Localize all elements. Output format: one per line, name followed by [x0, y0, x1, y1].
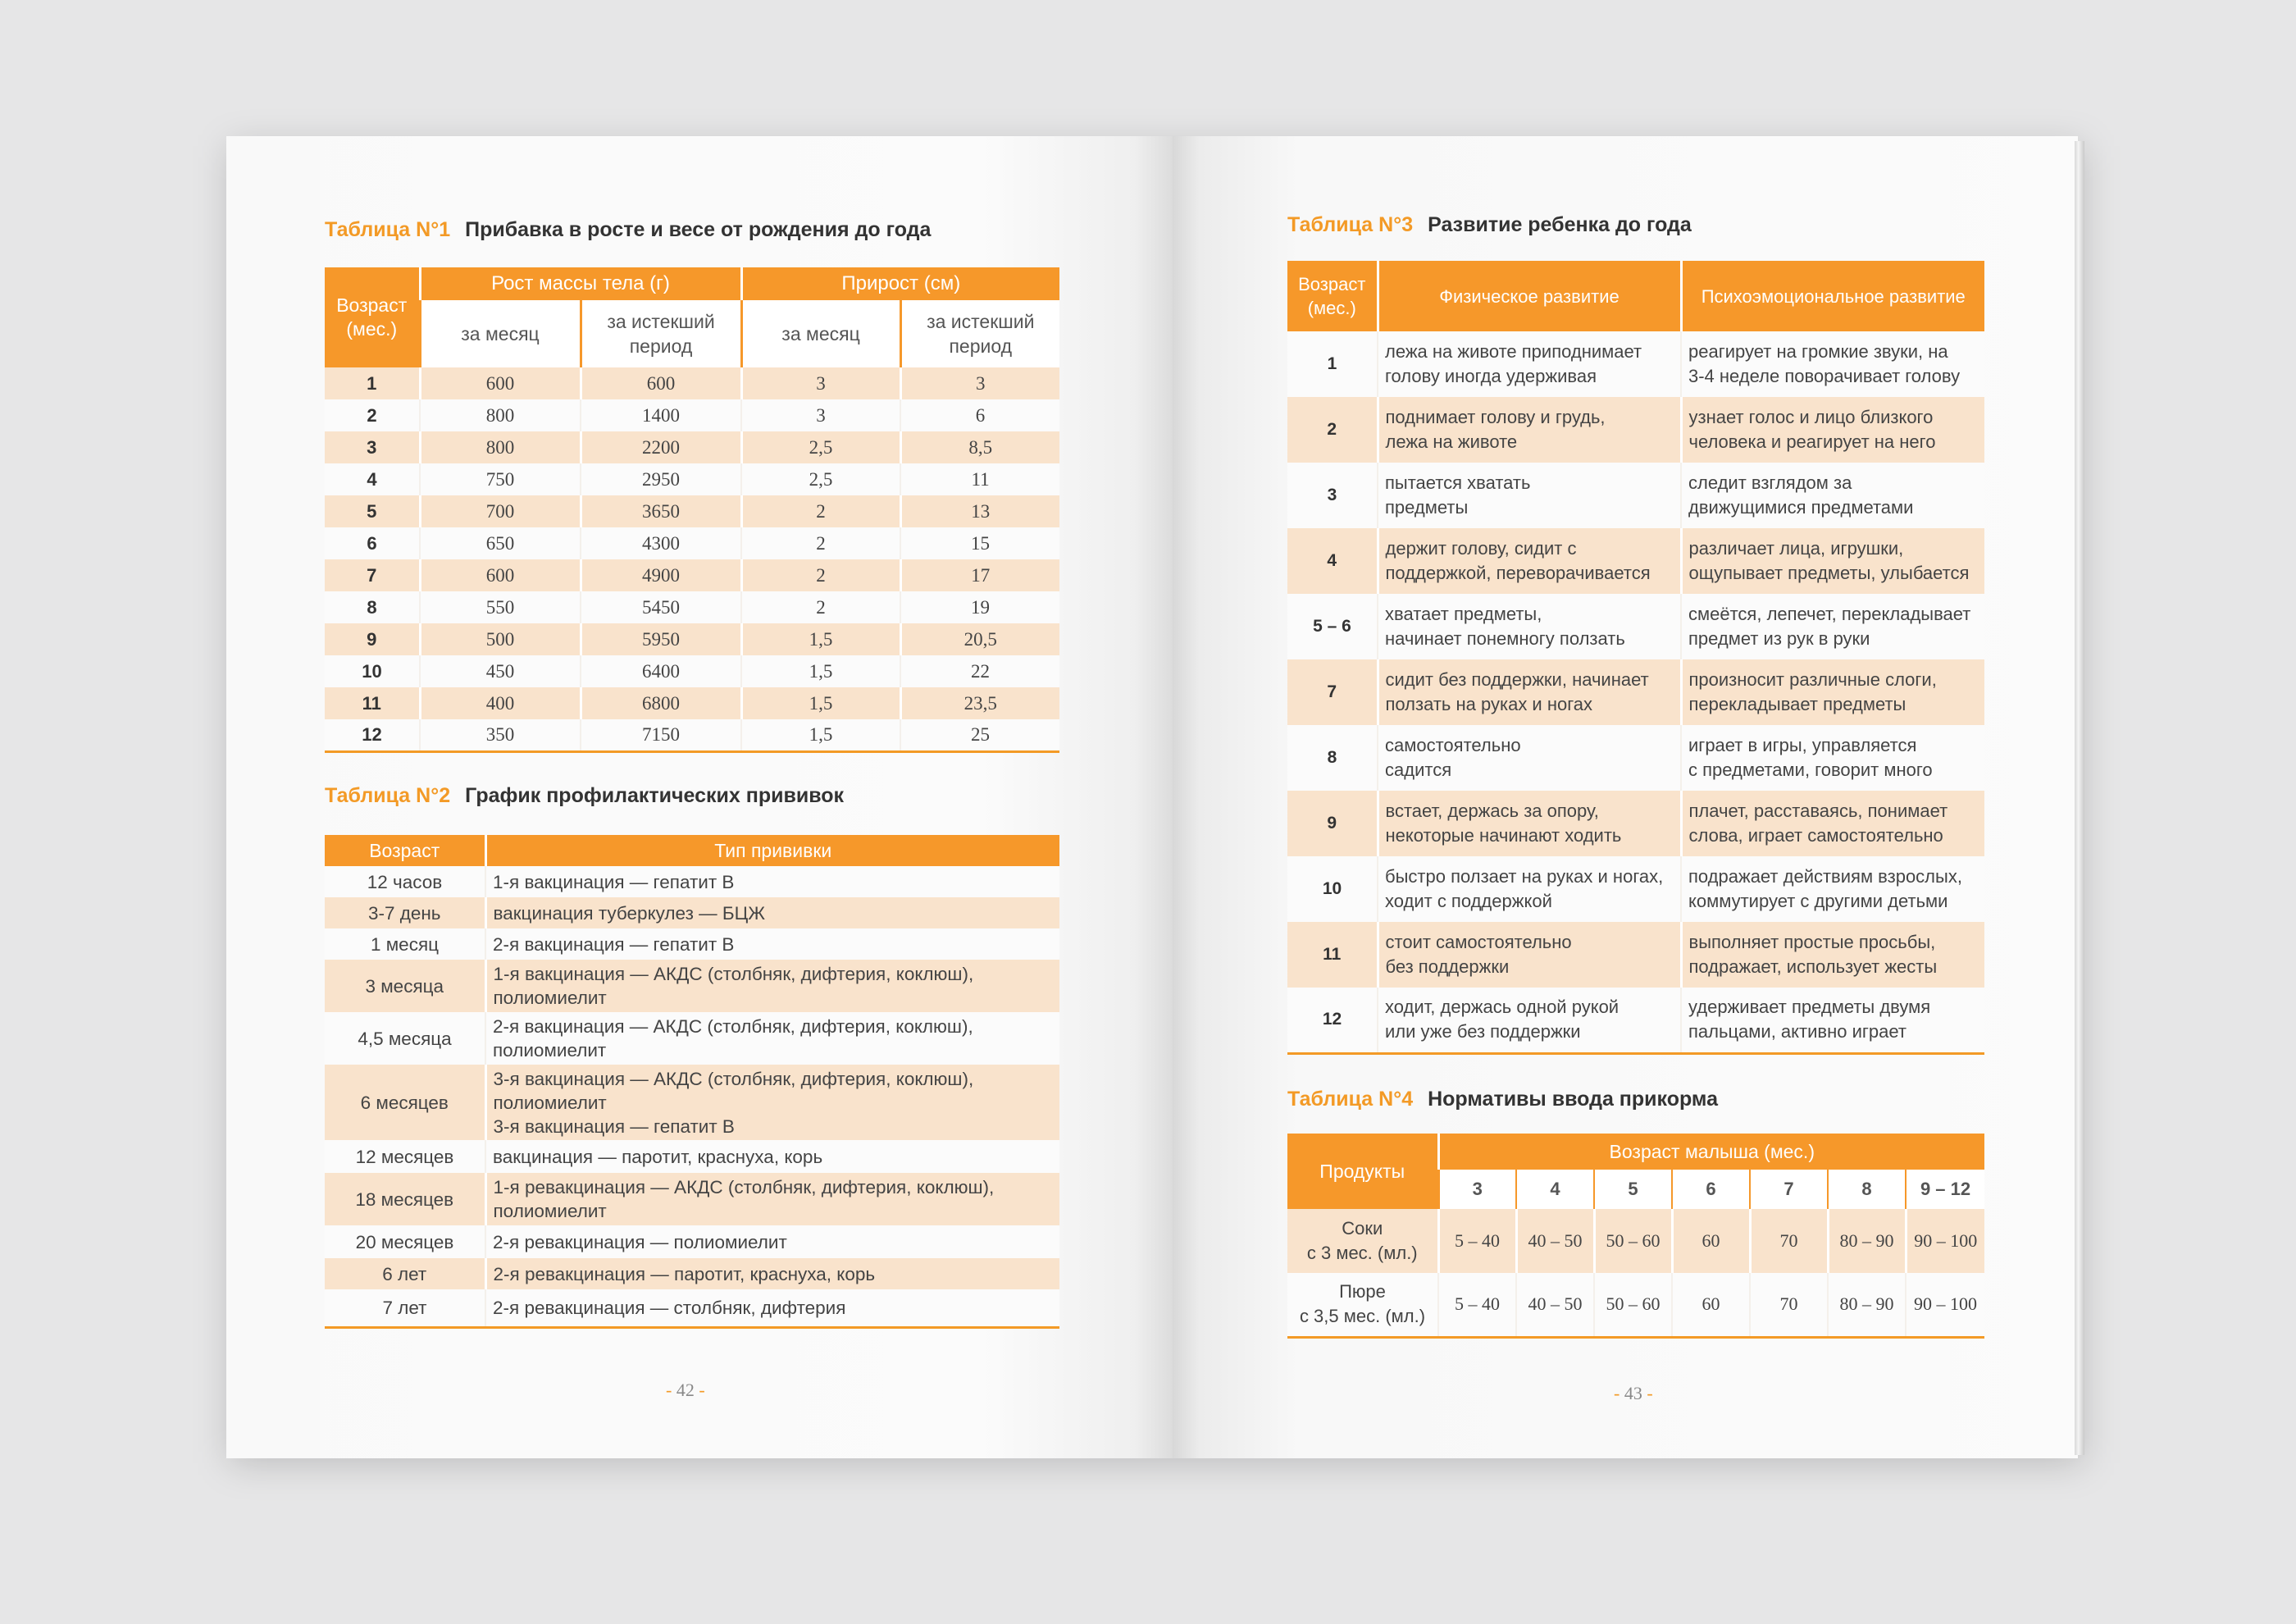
table-cell: 2-я ревакцинация — полиомиелит: [485, 1225, 1059, 1258]
table-cell: 3: [741, 399, 900, 431]
table-cell: 400: [420, 687, 581, 719]
table-row: [325, 928, 1059, 960]
table-cell: 7150: [581, 719, 741, 751]
table-cell: 2950: [581, 463, 741, 495]
table-cell: 90 – 100: [1906, 1273, 1984, 1337]
table-row: [325, 866, 1059, 897]
cell-line: полиомиелит: [493, 988, 607, 1008]
table-row: [1287, 397, 1984, 463]
table-row: [1287, 791, 1984, 856]
cell-line: различает лица, игрушки,: [1688, 538, 1904, 559]
table-cell: 800: [420, 399, 581, 431]
cell-line: садится: [1385, 760, 1452, 780]
table4-title: Нормативы ввода прикорма: [1428, 1088, 1718, 1111]
table-cell: 11: [1287, 922, 1378, 988]
table-row: [325, 495, 1059, 527]
table-cell: [1681, 988, 1984, 1053]
table4-age-8: 8: [1828, 1170, 1906, 1209]
table-cell: 1: [325, 367, 420, 399]
table2-header-type: Тип прививки: [485, 835, 1059, 866]
cell-line: лежа на животе: [1385, 431, 1518, 452]
table-cell: [1681, 659, 1984, 725]
table2-caption: [325, 784, 844, 808]
table-cell: 1,5: [741, 687, 900, 719]
left-page: [226, 136, 1173, 1458]
table-cell: 650: [420, 527, 581, 559]
table-cell: 2: [1287, 397, 1378, 463]
table-cell: [1681, 331, 1984, 397]
table4-complementary-feeding: [1287, 1134, 1984, 1339]
table-row: [325, 1140, 1059, 1173]
table1-sub-weight-period: за истекший период: [581, 300, 741, 367]
table-row: [1287, 1273, 1984, 1337]
table-cell: 70: [1750, 1209, 1828, 1273]
table-row: [325, 1012, 1059, 1065]
table-row: [325, 960, 1059, 1012]
table-row: [1287, 594, 1984, 659]
table-cell: [1378, 659, 1681, 725]
table-cell: 2,5: [741, 431, 900, 463]
cell-line: 3-я вакцинация — АКДС (столбняк, дифтерия, коклюш),: [493, 1068, 974, 1089]
table-row: [325, 367, 1059, 399]
table1-header-age: Возраст (мес.): [325, 267, 420, 367]
table-cell: 10: [1287, 856, 1378, 922]
table4-age-6: 6: [1672, 1170, 1750, 1209]
table-cell: 5 – 40: [1438, 1209, 1516, 1273]
table-cell: 1 месяц: [325, 928, 485, 960]
page-number-right-value: 43: [1624, 1383, 1642, 1403]
table-cell: 2200: [581, 431, 741, 463]
table-cell: 3: [325, 431, 420, 463]
table-row: [1287, 659, 1984, 725]
table2-title: График профилактических прививок: [465, 784, 845, 807]
table-cell: 350: [420, 719, 581, 751]
table-cell: 50 – 60: [1594, 1273, 1672, 1337]
table-cell: 6: [325, 527, 420, 559]
cell-line: ходит с поддержкой: [1385, 891, 1552, 911]
table-cell: [1287, 1209, 1438, 1273]
page-number-left-value: 42: [676, 1380, 695, 1400]
table-cell: 1,5: [741, 655, 900, 687]
page-number-left: - 42 -: [666, 1380, 705, 1400]
cell-line: 2-я вакцинация — АКДС (столбняк, дифтерия, коклюш),: [493, 1016, 973, 1037]
cell-line: голову иногда удерживая: [1385, 366, 1597, 386]
table-row: [325, 591, 1059, 623]
table3-header-age: Возраст (мес.): [1287, 261, 1378, 331]
cell-line: смеётся, лепечет, перекладывает: [1688, 604, 1971, 624]
table-cell: 2-я ревакцинация — столбняк, дифтерия: [485, 1289, 1059, 1327]
table-cell: 2: [741, 495, 900, 527]
table-cell: 8: [325, 591, 420, 623]
table-cell: 5 – 6: [1287, 594, 1378, 659]
table-cell: 8,5: [900, 431, 1059, 463]
table-cell: 2: [741, 527, 900, 559]
table-cell: [1378, 791, 1681, 856]
cell-line: ходит, держась одной рукой: [1385, 997, 1620, 1018]
table-cell: 1: [1287, 331, 1378, 397]
table-cell: 6 лет: [325, 1258, 485, 1289]
table3-number: Таблица N°3: [1287, 213, 1414, 236]
table-cell: 7: [1287, 659, 1378, 725]
cell-line: реагирует на громкие звуки, на: [1688, 341, 1948, 362]
table-cell: [1378, 528, 1681, 594]
table-cell: 2: [741, 559, 900, 591]
cell-line: произносит различные слоги,: [1688, 669, 1937, 690]
table-cell: 750: [420, 463, 581, 495]
cell-line: полиомиелит: [493, 1201, 607, 1221]
cell-line: держит голову, сидит с: [1385, 538, 1577, 559]
table-cell: 90 – 100: [1906, 1209, 1984, 1273]
table-cell: [485, 1065, 1059, 1140]
table-row: [1287, 463, 1984, 528]
table-cell: [1681, 725, 1984, 791]
cell-line: поднимает голову и грудь,: [1385, 407, 1606, 427]
cell-line: узнает голос и лицо близкого: [1688, 407, 1934, 427]
table-cell: 500: [420, 623, 581, 655]
table4-header-age-group: Возраст малыша (мес.): [1438, 1134, 1984, 1170]
cell-line: или уже без поддержки: [1385, 1021, 1581, 1042]
table-cell: [485, 1012, 1059, 1065]
table-cell: 3-7 день: [325, 897, 485, 928]
cell-line: пытается хватать: [1385, 472, 1531, 493]
table-cell: 60: [1672, 1209, 1750, 1273]
table-cell: 13: [900, 495, 1059, 527]
table-cell: 4900: [581, 559, 741, 591]
table-cell: 9: [1287, 791, 1378, 856]
cell-line: Соки: [1342, 1218, 1383, 1239]
table1-growth-weight: [325, 267, 1059, 753]
table-cell: 12 месяцев: [325, 1140, 485, 1173]
table-cell: 3: [1287, 463, 1378, 528]
table-cell: 1,5: [741, 623, 900, 655]
table-cell: 600: [420, 559, 581, 591]
table-cell: 1,5: [741, 719, 900, 751]
table-cell: [1681, 856, 1984, 922]
cell-line: хватает предметы,: [1385, 604, 1542, 624]
table1-header-weight: Рост массы тела (г): [420, 267, 741, 300]
table-cell: 2: [741, 591, 900, 623]
table2-header-age: Возраст: [325, 835, 485, 866]
table3-header-physical: Физическое развитие: [1378, 261, 1681, 331]
table-cell: вакцинация — паротит, краснуха, корь: [485, 1140, 1059, 1173]
table-cell: 60: [1672, 1273, 1750, 1337]
cell-line: движущимися предметами: [1688, 497, 1914, 518]
cell-line: полиомиелит: [493, 1092, 607, 1113]
table-cell: 70: [1750, 1273, 1828, 1337]
table-row: [325, 399, 1059, 431]
table-cell: 25: [900, 719, 1059, 751]
table-row: [1287, 528, 1984, 594]
cell-line: предмет из рук в руки: [1688, 628, 1870, 649]
table-cell: 600: [420, 367, 581, 399]
table-cell: [1287, 1273, 1438, 1337]
table-cell: [1378, 463, 1681, 528]
cell-line: пальцами, активно играет: [1688, 1021, 1906, 1042]
table-row: [325, 431, 1059, 463]
table-cell: 800: [420, 431, 581, 463]
table-cell: 17: [900, 559, 1059, 591]
table4-header-products: Продукты: [1287, 1134, 1438, 1209]
table-cell: 40 – 50: [1516, 1209, 1594, 1273]
table-cell: 550: [420, 591, 581, 623]
cell-line: встает, держась за опору,: [1385, 801, 1599, 821]
table-cell: 12: [1287, 988, 1378, 1053]
table-cell: вакцинация туберкулез — БЦЖ: [485, 897, 1059, 928]
table-cell: 4300: [581, 527, 741, 559]
table-cell: 1-я вакцинация — гепатит В: [485, 866, 1059, 897]
table-cell: 80 – 90: [1828, 1273, 1906, 1337]
table-row: [325, 559, 1059, 591]
right-page: [1173, 136, 2078, 1458]
table-cell: 2-я вакцинация — гепатит В: [485, 928, 1059, 960]
table-cell: 11: [325, 687, 420, 719]
cell-line: без поддержки: [1385, 956, 1510, 977]
table-cell: 12: [325, 719, 420, 751]
table3-child-development: [1287, 261, 1984, 1055]
table-cell: [1681, 397, 1984, 463]
cell-line: стоит самостоятельно: [1385, 932, 1572, 952]
table-cell: 22: [900, 655, 1059, 687]
table-cell: 19: [900, 591, 1059, 623]
table-cell: 3 месяца: [325, 960, 485, 1012]
table-cell: 20 месяцев: [325, 1225, 485, 1258]
table-cell: [1681, 922, 1984, 988]
table2-number: Таблица N°2: [325, 784, 451, 807]
table-row: [325, 1289, 1059, 1327]
cell-line: плачет, расставаясь, понимает: [1688, 801, 1948, 821]
table-cell: [485, 1173, 1059, 1225]
cell-line: человека и реагирует на него: [1688, 431, 1936, 452]
table-cell: 5450: [581, 591, 741, 623]
table-cell: 12 часов: [325, 866, 485, 897]
cell-line: лежа на животе приподнимает: [1385, 341, 1642, 362]
table-row: [1287, 988, 1984, 1053]
table-cell: [1378, 856, 1681, 922]
table4-number: Таблица N°4: [1287, 1088, 1414, 1111]
cell-line: с 3 мес. (мл.): [1306, 1243, 1418, 1263]
cell-line: начинает понемногу ползать: [1385, 628, 1625, 649]
cell-line: быстро ползает на руках и ногах,: [1385, 866, 1664, 887]
table-row: [1287, 922, 1984, 988]
table-cell: 6 месяцев: [325, 1065, 485, 1140]
table3-title: Развитие ребенка до года: [1428, 213, 1692, 236]
table-cell: [1378, 922, 1681, 988]
table-cell: [1681, 791, 1984, 856]
table-cell: 6400: [581, 655, 741, 687]
table-cell: 2: [325, 399, 420, 431]
table-cell: 6: [900, 399, 1059, 431]
cell-line: 3-4 неделе поворачивает голову: [1688, 366, 1961, 386]
table-cell: [1378, 988, 1681, 1053]
table-cell: 450: [420, 655, 581, 687]
table-row: [325, 1173, 1059, 1225]
cell-line: подражает, использует жесты: [1688, 956, 1938, 977]
table-cell: 2-я ревакцинация — паротит, краснуха, корь: [485, 1258, 1059, 1289]
cell-line: полиомиелит: [493, 1040, 607, 1061]
table-row: [1287, 331, 1984, 397]
table4-age-3: 3: [1438, 1170, 1516, 1209]
table3-caption: [1287, 213, 1692, 237]
table-row: [325, 719, 1059, 751]
cell-line: перекладывает предметы: [1688, 694, 1906, 714]
cell-line: поддержкой, переворачивается: [1385, 563, 1651, 583]
table-row: [1287, 856, 1984, 922]
cell-line: подражает действиям взрослых,: [1688, 866, 1962, 887]
table-cell: 5 – 40: [1438, 1273, 1516, 1337]
cell-line: с предметами, говорит много: [1688, 760, 1933, 780]
page-edge: [2075, 141, 2084, 1455]
cell-line: самостоятельно: [1385, 735, 1521, 755]
cell-line: некоторые начинают ходить: [1385, 825, 1622, 846]
table-cell: 40 – 50: [1516, 1273, 1594, 1337]
table-cell: [1378, 331, 1681, 397]
table-cell: 6800: [581, 687, 741, 719]
table-cell: 600: [581, 367, 741, 399]
table-row: [325, 623, 1059, 655]
cell-line: следит взглядом за: [1688, 472, 1852, 493]
page-number-right: - 43 -: [1614, 1383, 1653, 1403]
table-cell: [485, 960, 1059, 1012]
table-row: [325, 687, 1059, 719]
table-cell: 8: [1287, 725, 1378, 791]
table1-number: Таблица N°1: [325, 218, 451, 241]
table-cell: 3: [900, 367, 1059, 399]
table-row: [325, 655, 1059, 687]
table-row: [1287, 1209, 1984, 1273]
table1-sub-height-month: за месяц: [741, 300, 900, 367]
table-cell: 10: [325, 655, 420, 687]
table-cell: 50 – 60: [1594, 1209, 1672, 1273]
table-cell: 5: [325, 495, 420, 527]
cell-line: коммутирует с другими детьми: [1688, 891, 1948, 911]
table-cell: 5950: [581, 623, 741, 655]
table-cell: 9: [325, 623, 420, 655]
table-cell: [1681, 463, 1984, 528]
table-cell: 7 лет: [325, 1289, 485, 1327]
cell-line: удерживает предметы двумя: [1688, 997, 1931, 1018]
cell-line: с 3,5 мес. (мл.): [1299, 1306, 1426, 1327]
table-row: [1287, 725, 1984, 791]
table-cell: [1681, 528, 1984, 594]
table-cell: 20,5: [900, 623, 1059, 655]
table-row: [325, 1065, 1059, 1140]
table-cell: 23,5: [900, 687, 1059, 719]
table4-caption: [1287, 1088, 1718, 1111]
table-cell: 15: [900, 527, 1059, 559]
cell-line: предметы: [1385, 497, 1469, 518]
table-cell: [1378, 725, 1681, 791]
table-cell: 700: [420, 495, 581, 527]
cell-line: ощупывает предметы, улыбается: [1688, 563, 1970, 583]
cell-line: выполняет простые просьбы,: [1688, 932, 1936, 952]
table1-sub-height-period: за истекший период: [900, 300, 1059, 367]
table4-age-7: 7: [1750, 1170, 1828, 1209]
table-row: [325, 1258, 1059, 1289]
cell-line: 1-я ревакцинация — АКДС (столбняк, дифтерия, коклюш),: [493, 1177, 995, 1197]
cell-line: 1-я вакцинация — АКДС (столбняк, дифтерия, коклюш),: [493, 964, 974, 984]
table-cell: 18 месяцев: [325, 1173, 485, 1225]
table-cell: [1681, 594, 1984, 659]
table1-caption: [325, 218, 931, 242]
table-cell: 4: [1287, 528, 1378, 594]
cell-line: Пюре: [1339, 1281, 1386, 1302]
table4-age-5: 5: [1594, 1170, 1672, 1209]
table1-title: Прибавка в росте и весе от рождения до года: [465, 218, 932, 241]
table-cell: [1378, 594, 1681, 659]
cell-line: 3-я вакцинация — гепатит В: [493, 1115, 735, 1137]
table-cell: 4,5 месяца: [325, 1012, 485, 1065]
cell-line: ползать на руках и ногах: [1385, 694, 1592, 714]
cell-line: слова, играет самостоятельно: [1688, 825, 1943, 846]
table4-age-4: 4: [1516, 1170, 1594, 1209]
cell-line: сидит без поддержки, начинает: [1385, 669, 1649, 690]
table4-age-9-12: 9 – 12: [1906, 1170, 1984, 1209]
table-row: [325, 527, 1059, 559]
table-cell: 3650: [581, 495, 741, 527]
table-cell: 7: [325, 559, 420, 591]
table1-sub-weight-month: за месяц: [420, 300, 581, 367]
cell-line: играет в игры, управляется: [1688, 735, 1917, 755]
table2-vaccination-schedule: [325, 835, 1059, 1329]
table-cell: 80 – 90: [1828, 1209, 1906, 1273]
table-cell: 2,5: [741, 463, 900, 495]
table-row: [325, 897, 1059, 928]
table-cell: 3: [741, 367, 900, 399]
table-row: [325, 463, 1059, 495]
table-row: [325, 1225, 1059, 1258]
table-cell: 1400: [581, 399, 741, 431]
table-cell: 4: [325, 463, 420, 495]
table-cell: [1378, 397, 1681, 463]
table-cell: 11: [900, 463, 1059, 495]
table3-header-psycho: Психоэмоциональное развитие: [1681, 261, 1984, 331]
table1-header-height: Прирост (см): [741, 267, 1059, 300]
